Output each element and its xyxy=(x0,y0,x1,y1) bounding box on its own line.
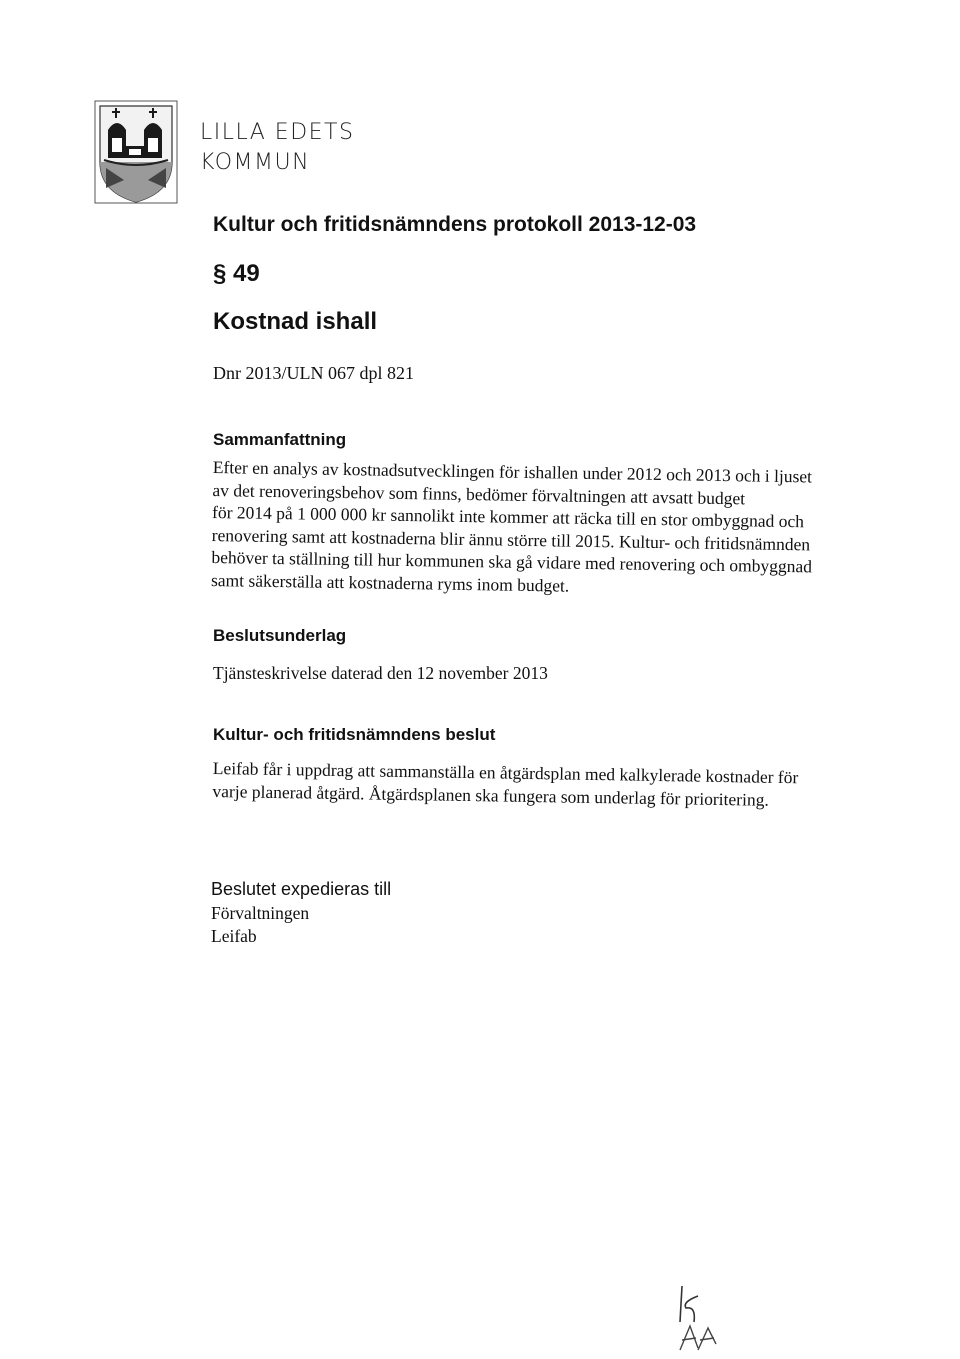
municipal-crest-logo xyxy=(94,100,178,204)
organization-name xyxy=(200,118,354,178)
summary-paragraph xyxy=(211,456,814,600)
distribution-heading: Beslutet expedieras till xyxy=(211,879,392,899)
section-number: § 49 xyxy=(213,260,260,287)
distribution-list xyxy=(211,902,309,947)
summary-line: samt säkerställa att kostnaderna ryms inom budget. xyxy=(210,569,570,596)
basis-text: Tjänsteskrivelse daterad den 12 november 2013 xyxy=(213,663,548,683)
handwritten-initials xyxy=(676,1282,736,1354)
decision-paragraph xyxy=(212,757,798,811)
summary-line: av det renoveringsbehov som finns, bedömer förvaltningen att avsatt budget xyxy=(212,479,746,508)
distribution-recipient: Leifab xyxy=(211,925,257,946)
case-title: Kostnad ishall xyxy=(213,308,378,335)
summary-line: behöver ta ställning till hur kommunen ska gå vidare med renovering och ombyggnad xyxy=(211,546,813,577)
organization-name-line1: LILLA EDETS xyxy=(200,120,355,145)
decision-line: Leifab får i uppdrag att sammanställa en åtgärdsplan med kalkylerade kostnader för xyxy=(212,757,799,788)
summary-heading: Sammanfattning xyxy=(213,430,347,449)
summary-line: renovering samt att kostnaderna blir ännu större till 2015. Kultur- och fritidsnämnden xyxy=(211,524,811,554)
protocol-title: Kultur och fritidsnämndens protokoll 2013-12-03 xyxy=(213,213,697,236)
decision-line: varje planerad åtgärd. Åtgärdsplanen ska fungera som underlag för prioritering. xyxy=(212,780,769,810)
decision-heading: Kultur- och fritidsnämndens beslut xyxy=(213,725,496,744)
distribution-recipient: Förvaltningen xyxy=(211,903,310,923)
organization-name-line2: KOMMUN xyxy=(200,150,311,175)
basis-heading: Beslutsunderlag xyxy=(213,626,347,645)
summary-line: Efter en analys av kostnadsutvecklingen för ishallen under 2012 och 2013 och i ljuset xyxy=(212,456,813,487)
case-number: Dnr 2013/ULN 067 dpl 821 xyxy=(213,363,414,383)
summary-line: för 2014 på 1 000 000 kr sannolikt inte kommer att räcka till en stor ombyggnad och xyxy=(211,501,805,532)
